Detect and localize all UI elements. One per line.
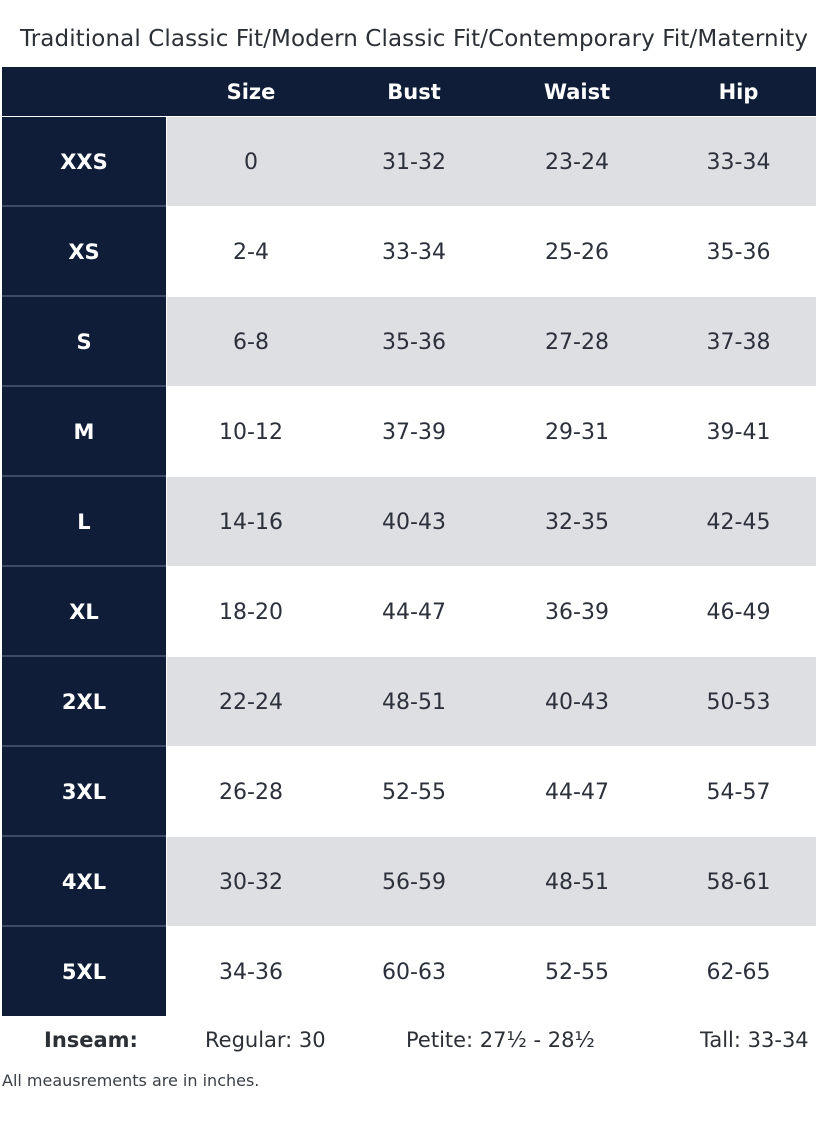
inseam-petite: Petite: 27½ - 28½ <box>406 1028 595 1052</box>
row-label-cell: 4XL <box>2 837 166 926</box>
row-label-cell: XL <box>2 567 166 656</box>
cell-bust: 37-39 <box>382 420 446 445</box>
row-label-cell: XS <box>2 207 166 296</box>
inseam-footer <box>0 1028 828 1062</box>
table-row <box>2 117 816 206</box>
cell-bust: 31-32 <box>382 150 446 175</box>
row-label-cell: L <box>2 477 166 566</box>
cell-hip: 62-65 <box>706 960 771 985</box>
cell-hip: 46-49 <box>706 600 771 625</box>
cell-waist: 36-39 <box>545 600 609 625</box>
cell-bust: 44-47 <box>382 600 446 625</box>
cell-hip: 54-57 <box>706 780 771 805</box>
cell-bust: 33-34 <box>382 240 446 265</box>
cell-bust: 60-63 <box>382 960 446 985</box>
table-row <box>2 837 816 926</box>
cell-waist: 25-26 <box>545 240 609 265</box>
measurement-note: All meausrements are in inches. <box>2 1071 260 1090</box>
cell-hip: 39-41 <box>706 420 771 445</box>
cell-hip: 33-34 <box>706 150 771 175</box>
cell-size: 10-12 <box>219 420 283 445</box>
header-waist: Waist <box>543 80 611 104</box>
table-row <box>2 927 816 1016</box>
cell-hip: 35-36 <box>706 240 771 265</box>
header-bust: Bust <box>387 80 441 104</box>
inseam-tall: Tall: 33-34 <box>700 1028 809 1052</box>
cell-waist: 29-31 <box>545 420 609 445</box>
cell-waist: 32-35 <box>545 510 609 535</box>
inseam-label: Inseam: <box>44 1028 138 1052</box>
inseam-regular: Regular: 30 <box>205 1028 326 1052</box>
cell-size: 6-8 <box>233 330 269 355</box>
cell-size: 14-16 <box>219 510 283 535</box>
table-row <box>2 747 816 836</box>
cell-hip: 58-61 <box>706 870 771 895</box>
cell-size: 22-24 <box>219 690 283 715</box>
row-label-cell: 5XL <box>2 927 166 1016</box>
table-row <box>2 477 816 566</box>
table-row <box>2 567 816 656</box>
table-row <box>2 207 816 296</box>
row-label-cell: M <box>2 387 166 476</box>
cell-size: 26-28 <box>219 780 283 805</box>
row-label-cell: 3XL <box>2 747 166 836</box>
table-row <box>2 387 816 476</box>
cell-size: 34-36 <box>219 960 283 985</box>
cell-bust: 52-55 <box>382 780 446 805</box>
cell-size: 18-20 <box>219 600 283 625</box>
cell-hip: 50-53 <box>706 690 771 715</box>
cell-size: 2-4 <box>233 240 269 265</box>
cell-bust: 56-59 <box>382 870 446 895</box>
cell-hip: 42-45 <box>706 510 771 535</box>
cell-bust: 40-43 <box>382 510 446 535</box>
cell-waist: 44-47 <box>545 780 609 805</box>
cell-waist: 48-51 <box>545 870 609 895</box>
table-header <box>2 67 816 116</box>
cell-waist: 23-24 <box>545 150 609 175</box>
cell-waist: 52-55 <box>545 960 609 985</box>
table-row <box>2 657 816 746</box>
row-label-cell: 2XL <box>2 657 166 746</box>
cell-waist: 27-28 <box>545 330 609 355</box>
cell-size: 30-32 <box>219 870 283 895</box>
cell-bust: 48-51 <box>382 690 446 715</box>
cell-size: 0 <box>244 150 258 175</box>
cell-hip: 37-38 <box>706 330 771 355</box>
chart-title: Traditional Classic Fit/Modern Classic Fit/Contemporary Fit/Maternity <box>19 26 809 52</box>
header-hip: Hip <box>718 80 759 104</box>
table-row <box>2 297 816 386</box>
cell-bust: 35-36 <box>382 330 446 355</box>
row-label-cell: S <box>2 297 166 386</box>
row-label-cell: XXS <box>2 117 166 206</box>
cell-waist: 40-43 <box>545 690 609 715</box>
header-size: Size <box>226 80 276 104</box>
